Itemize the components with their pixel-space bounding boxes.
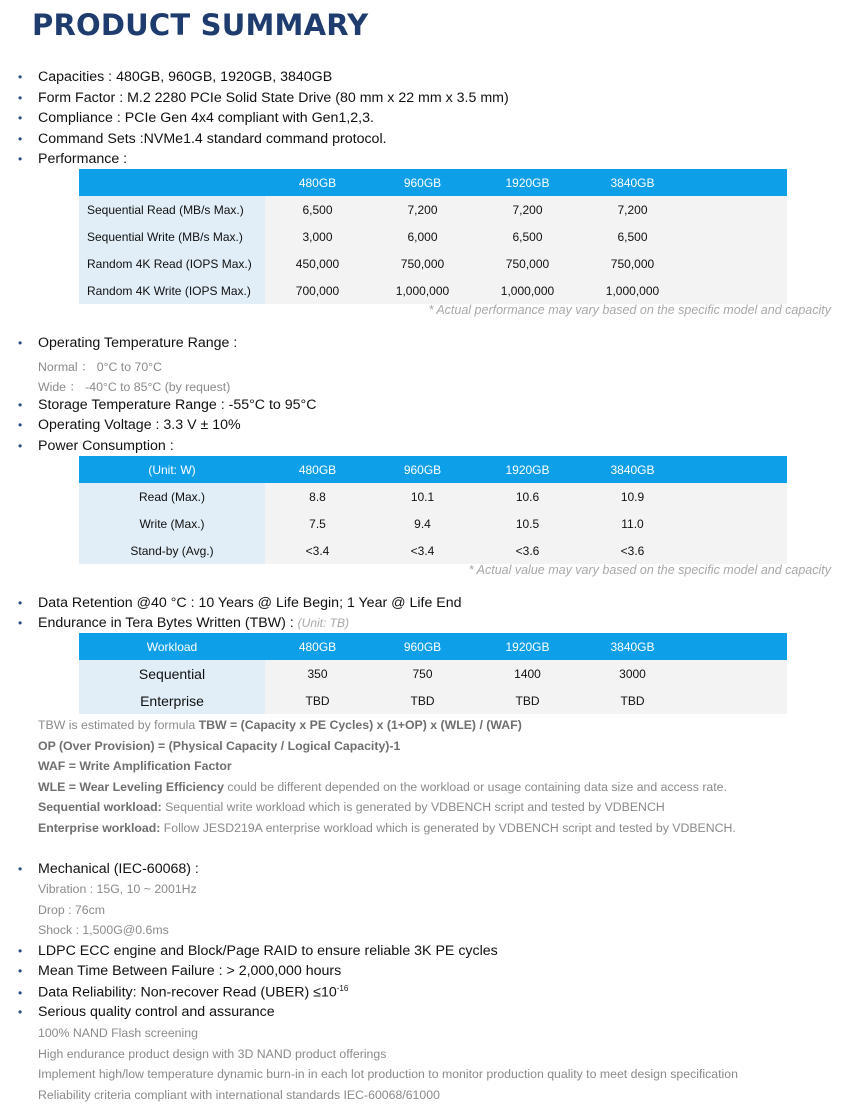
mechanical-drop: Drop : 76cm — [38, 903, 105, 917]
endurance-unit: (Unit: TB) — [297, 616, 350, 630]
table-cell: 750 — [370, 660, 475, 687]
table-row — [79, 660, 787, 687]
bullet-operating-voltage: • Operating Voltage : 3.3 V ± 10% — [18, 417, 241, 433]
row-label: Read (Max.) — [79, 483, 265, 510]
table-cell: 750,000 — [475, 250, 580, 277]
header-cell: (Unit: W) — [79, 456, 265, 483]
table-cell: <3.6 — [580, 537, 685, 564]
mechanical-shock: Shock : 1,500G@0.6ms — [38, 923, 169, 937]
table-row — [79, 510, 787, 537]
header-cell: 3840GB — [580, 456, 685, 483]
table-cell: 750,000 — [370, 250, 475, 277]
bullet-storage-temperature: • Storage Temperature Range : -55°C to 95°C — [18, 397, 317, 413]
power-header-row — [79, 456, 787, 483]
bullet-data-reliability: • Data Reliability: Non-recover Read (UBER) $\le 10^{-16}$ — [18, 984, 349, 1001]
table-cell: 7,200 — [475, 196, 580, 223]
table-cell: 1,000,000 — [370, 277, 475, 304]
page-title: PRODUCT SUMMARY — [32, 8, 369, 42]
row-label: Sequential Read (MB/s Max.) — [79, 196, 265, 223]
table-cell: 450,000 — [265, 250, 370, 277]
uber-exponent: -16 — [336, 984, 349, 993]
bullet-dot-icon: • — [18, 964, 23, 978]
table-cell: 1,000,000 — [580, 277, 685, 304]
endurance-header-row — [79, 633, 787, 660]
tbw-formula: TBW is estimated by formula TBW = (Capacity x PE Cycles) x (1+OP) x (WLE) / (WAF) — [38, 718, 522, 732]
table-cell — [685, 510, 787, 537]
bullet-dot-icon: • — [18, 336, 23, 350]
bullet-dot-icon: • — [18, 132, 23, 146]
header-cell — [685, 633, 787, 660]
table-cell — [685, 687, 787, 714]
table-cell: 350 — [265, 660, 370, 687]
table-cell: 3000 — [580, 660, 685, 687]
temp-normal: Normal ： 0°C to 70°C — [38, 360, 162, 374]
table-cell: 6,500 — [475, 223, 580, 250]
header-cell: 1920GB — [475, 169, 580, 196]
bullet-mechanical: • Mechanical (IEC-60068) : — [18, 861, 199, 877]
endurance-table — [79, 633, 787, 714]
bullet-data-retention: • Data Retention @40 °C : 10 Years @ Life Begin; 1 Year @ Life End — [18, 595, 462, 611]
table-cell: 1400 — [475, 660, 580, 687]
bullet-compliance: • Compliance : PCIe Gen 4x4 compliant with Gen1,2,3. — [18, 110, 374, 126]
bullet-dot-icon: • — [18, 596, 23, 610]
header-cell: Workload — [79, 633, 265, 660]
bullet-dot-icon: • — [18, 91, 23, 105]
header-cell: 960GB — [370, 456, 475, 483]
table-cell: 700,000 — [265, 277, 370, 304]
table-cell — [685, 250, 787, 277]
table-cell: 750,000 — [580, 250, 685, 277]
performance-note: * Actual performance may vary based on the specific model and capacity — [428, 303, 831, 317]
table-row — [79, 250, 787, 277]
header-cell: 960GB — [370, 633, 475, 660]
bullet-quality: • Serious quality control and assurance — [18, 1004, 275, 1020]
bullet-dot-icon: • — [18, 616, 23, 630]
power-table — [79, 456, 787, 564]
table-cell: 7,200 — [370, 196, 475, 223]
table-cell: <3.6 — [475, 537, 580, 564]
row-label: Sequential Write (MB/s Max.) — [79, 223, 265, 250]
header-cell — [685, 456, 787, 483]
bullet-capacities: • Capacities : 480GB, 960GB, 1920GB, 3840GB — [18, 69, 333, 85]
table-cell — [685, 196, 787, 223]
header-cell: 3840GB — [580, 633, 685, 660]
table-cell: 1,000,000 — [475, 277, 580, 304]
bullet-dot-icon: • — [18, 439, 23, 453]
table-cell — [685, 537, 787, 564]
tbw-sequential: Sequential workload: Sequential write workload which is generated by VDBENCH script and tested by VDBENCH — [38, 800, 665, 814]
table-cell: TBD — [475, 687, 580, 714]
table-cell: 8.8 — [265, 483, 370, 510]
table-cell: 6,000 — [370, 223, 475, 250]
performance-header-row — [79, 169, 787, 196]
quality-item: 100% NAND Flash screening — [38, 1026, 198, 1040]
table-cell: 7,200 — [580, 196, 685, 223]
header-cell — [79, 169, 265, 196]
table-cell: 9.4 — [370, 510, 475, 537]
table-row — [79, 223, 787, 250]
bullet-command-sets: • Command Sets :NVMe1.4 standard command protocol. — [18, 131, 387, 147]
table-cell: TBD — [370, 687, 475, 714]
tbw-waf: WAF = Write Amplification Factor — [38, 759, 232, 773]
table-cell: 7.5 — [265, 510, 370, 537]
table-cell: 6,500 — [265, 196, 370, 223]
row-label: Sequential — [79, 660, 265, 687]
bullet-mtbf: • Mean Time Between Failure : > 2,000,000 hours — [18, 963, 342, 979]
header-cell: 480GB — [265, 633, 370, 660]
header-cell: 960GB — [370, 169, 475, 196]
bullet-dot-icon: • — [18, 398, 23, 412]
bullet-dot-icon: • — [18, 111, 23, 125]
table-cell — [685, 483, 787, 510]
header-cell — [685, 169, 787, 196]
table-row — [79, 196, 787, 223]
header-cell: 480GB — [265, 169, 370, 196]
row-label: Random 4K Write (IOPS Max.) — [79, 277, 265, 304]
table-cell: <3.4 — [265, 537, 370, 564]
row-label: Stand-by (Avg.) — [79, 537, 265, 564]
bullet-dot-icon: • — [18, 985, 23, 1000]
header-cell: 1920GB — [475, 633, 580, 660]
temp-wide: Wide ： -40°C to 85°C (by request) — [38, 380, 231, 394]
row-label: Enterprise — [79, 687, 265, 714]
bullet-performance: • Performance : — [18, 151, 128, 167]
tbw-op: OP (Over Provision) = (Physical Capacity / Logical Capacity)-1 — [38, 739, 401, 753]
table-cell — [685, 277, 787, 304]
table-cell: 11.0 — [580, 510, 685, 537]
table-cell: TBD — [265, 687, 370, 714]
table-cell: TBD — [580, 687, 685, 714]
performance-table — [79, 169, 787, 304]
header-cell: 1920GB — [475, 456, 580, 483]
bullet-power-consumption: • Power Consumption : — [18, 438, 174, 454]
header-cell: 3840GB — [580, 169, 685, 196]
table-row — [79, 483, 787, 510]
tbw-enterprise: Enterprise workload: Follow JESD219A enterprise workload which is generated by VDBENCH script and tested by VDBENCH. — [38, 821, 736, 835]
bullet-ldpc: • LDPC ECC engine and Block/Page RAID to ensure reliable 3K PE cycles — [18, 943, 498, 959]
bullet-operating-temperature: • Operating Temperature Range : — [18, 335, 238, 351]
table-cell: 10.5 — [475, 510, 580, 537]
header-cell: 480GB — [265, 456, 370, 483]
table-cell: 10.9 — [580, 483, 685, 510]
table-cell: <3.4 — [370, 537, 475, 564]
mechanical-vibration: Vibration : 15G, 10 ~ 2001Hz — [38, 882, 197, 896]
bullet-dot-icon: • — [18, 70, 23, 84]
table-row — [79, 537, 787, 564]
bullet-dot-icon: • — [18, 944, 23, 958]
table-cell: 6,500 — [580, 223, 685, 250]
table-cell — [685, 660, 787, 687]
bullet-dot-icon: • — [18, 418, 23, 432]
bullet-dot-icon: • — [18, 1005, 23, 1019]
table-row — [79, 687, 787, 714]
bullet-form-factor: • Form Factor : M.2 2280 PCIe Solid State Drive (80 mm x 22 mm x 3.5 mm) — [18, 90, 509, 106]
table-row — [79, 277, 787, 304]
tbw-wle: WLE = Wear Leveling Efficiency could be different depended on the workload or usage containing data size and access rate. — [38, 780, 727, 794]
bullet-dot-icon: • — [18, 152, 23, 166]
quality-item: Reliability criteria compliant with international standards IEC-60068/61000 — [38, 1088, 440, 1102]
bullet-dot-icon: • — [18, 862, 23, 876]
table-cell: 3,000 — [265, 223, 370, 250]
table-cell: 10.1 — [370, 483, 475, 510]
row-label: Write (Max.) — [79, 510, 265, 537]
quality-item: High endurance product design with 3D NAND product offerings — [38, 1047, 387, 1061]
table-cell: 10.6 — [475, 483, 580, 510]
bullet-endurance: • Endurance in Tera Bytes Written (TBW) : (Unit: TB) — [18, 615, 350, 631]
row-label: Random 4K Read (IOPS Max.) — [79, 250, 265, 277]
power-note: * Actual value may vary based on the specific model and capacity — [468, 563, 831, 577]
table-cell — [685, 223, 787, 250]
quality-item: Implement high/low temperature dynamic burn-in in each lot production to monitor production quality to meet design specification — [38, 1067, 738, 1081]
